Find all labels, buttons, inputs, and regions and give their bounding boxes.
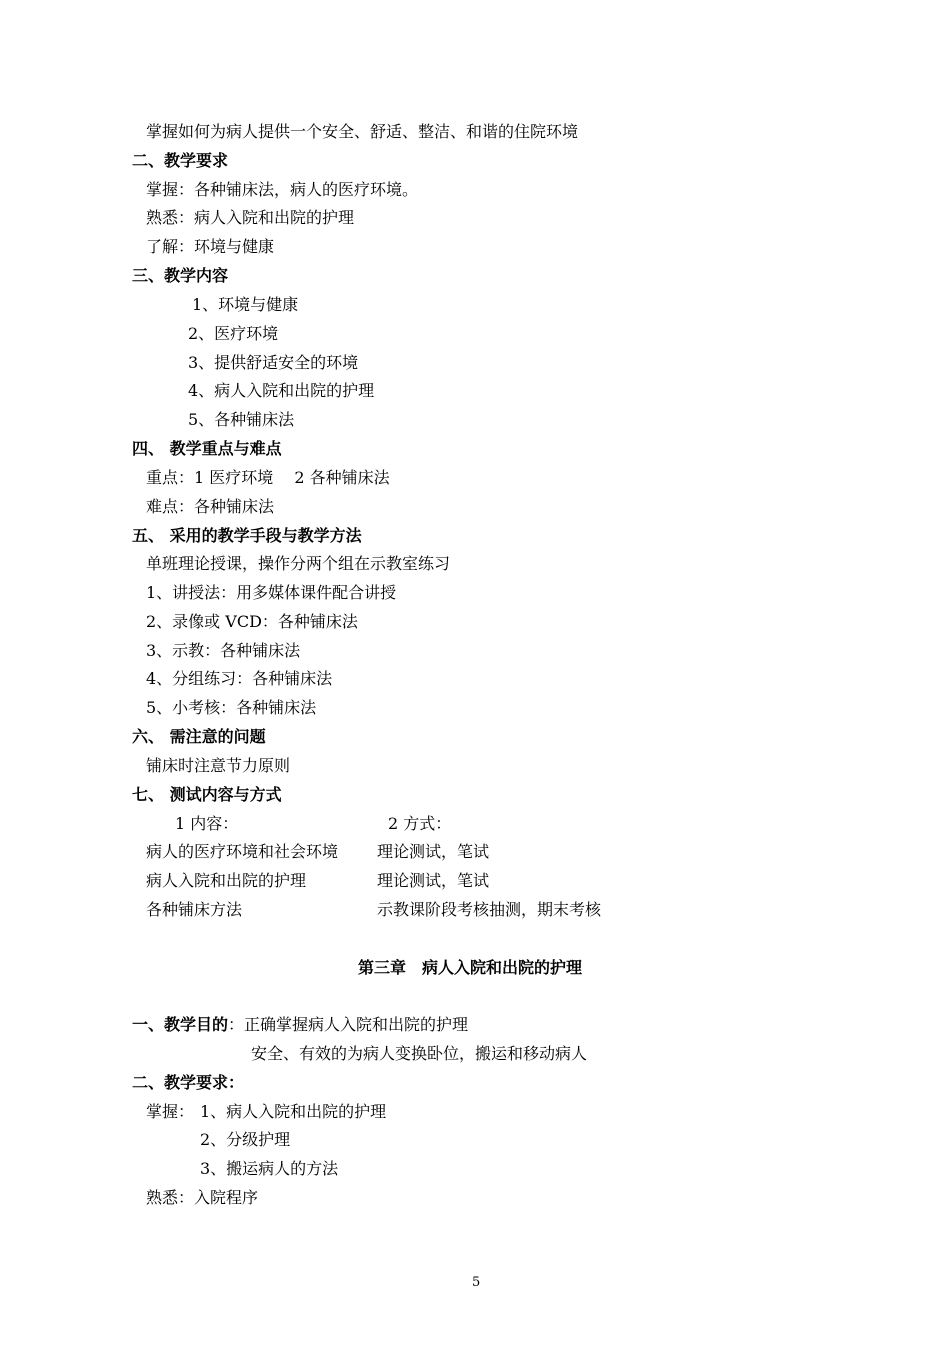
test-method: 示教课阶段考核抽测，期末考核: [377, 900, 602, 919]
method-line: 1、讲授法：用多媒体课件配合讲授: [146, 583, 397, 602]
test-method-header: 2 方式：: [388, 814, 452, 833]
method-line: 3、示教：各种铺床法: [146, 641, 301, 660]
chapter-master-item: 1、病人入院和出院的护理: [200, 1102, 387, 1121]
section-2-heading: 二、教学要求: [132, 151, 229, 170]
section-3-heading: 三、教学内容: [132, 266, 229, 285]
test-method: 理论测试，笔试: [377, 842, 490, 861]
test-content: 各种铺床方法: [146, 900, 243, 919]
chapter-title: 第三章 病人入院和出院的护理: [358, 958, 583, 977]
chapter-familiar: 熟悉：入院程序: [146, 1188, 259, 1207]
requirement-familiar: 熟悉：病人入院和出院的护理: [146, 208, 355, 227]
content-item: 5、各种铺床法: [188, 410, 295, 429]
content-item: 1、环境与健康: [192, 295, 299, 314]
test-content: 病人入院和出院的护理: [146, 871, 307, 890]
content-item: 2、医疗环境: [188, 324, 279, 343]
chapter-requirements-heading: 二、教学要求：: [132, 1073, 245, 1092]
method-line: 2、录像或 VCD：各种铺床法: [146, 612, 358, 631]
section-4-heading: 四、 教学重点与难点: [132, 439, 282, 458]
section-5-heading: 五、 采用的教学手段与教学方法: [132, 526, 362, 545]
chapter-master-item: 3、搬运病人的方法: [200, 1159, 339, 1178]
chapter-master-label: 掌握：: [146, 1102, 195, 1121]
content-item: 4、病人入院和出院的护理: [188, 381, 375, 400]
method-line: 4、分组练习：各种铺床法: [146, 669, 333, 688]
method-line: 单班理论授课，操作分两个组在示教室练习: [146, 554, 451, 573]
test-method: 理论测试，笔试: [377, 871, 490, 890]
aim-text: ：正确掌握病人入院和出院的护理: [228, 1015, 469, 1034]
aim-line: [132, 1015, 468, 1035]
test-content-header: 1 内容：: [175, 814, 239, 833]
section-6-heading: 六、 需注意的问题: [132, 727, 266, 746]
attention-text: 铺床时注意节力原则: [146, 756, 291, 775]
intro-line: 掌握如何为病人提供一个安全、舒适、整洁、和谐的住院环境: [146, 122, 579, 141]
method-line: 5、小考核：各种铺床法: [146, 698, 317, 717]
chapter-master-item: 2、分级护理: [200, 1130, 291, 1149]
key-points: 重点：1 医疗环境 2 各种铺床法: [146, 468, 390, 487]
requirement-master: 掌握：各种铺床法，病人的医疗环境。: [146, 180, 419, 199]
content-item: 3、提供舒适安全的环境: [188, 353, 359, 372]
aim-label: 一、教学目的: [132, 1015, 229, 1034]
aim-line-2: 安全、有效的为病人变换卧位，搬运和移动病人: [251, 1044, 588, 1063]
test-content: 病人的医疗环境和社会环境: [146, 842, 339, 861]
section-7-heading: 七、 测试内容与方式: [132, 785, 282, 804]
requirement-understand: 了解：环境与健康: [146, 237, 275, 256]
page-number: 5: [472, 1275, 481, 1290]
difficult-points: 难点：各种铺床法: [146, 497, 275, 516]
